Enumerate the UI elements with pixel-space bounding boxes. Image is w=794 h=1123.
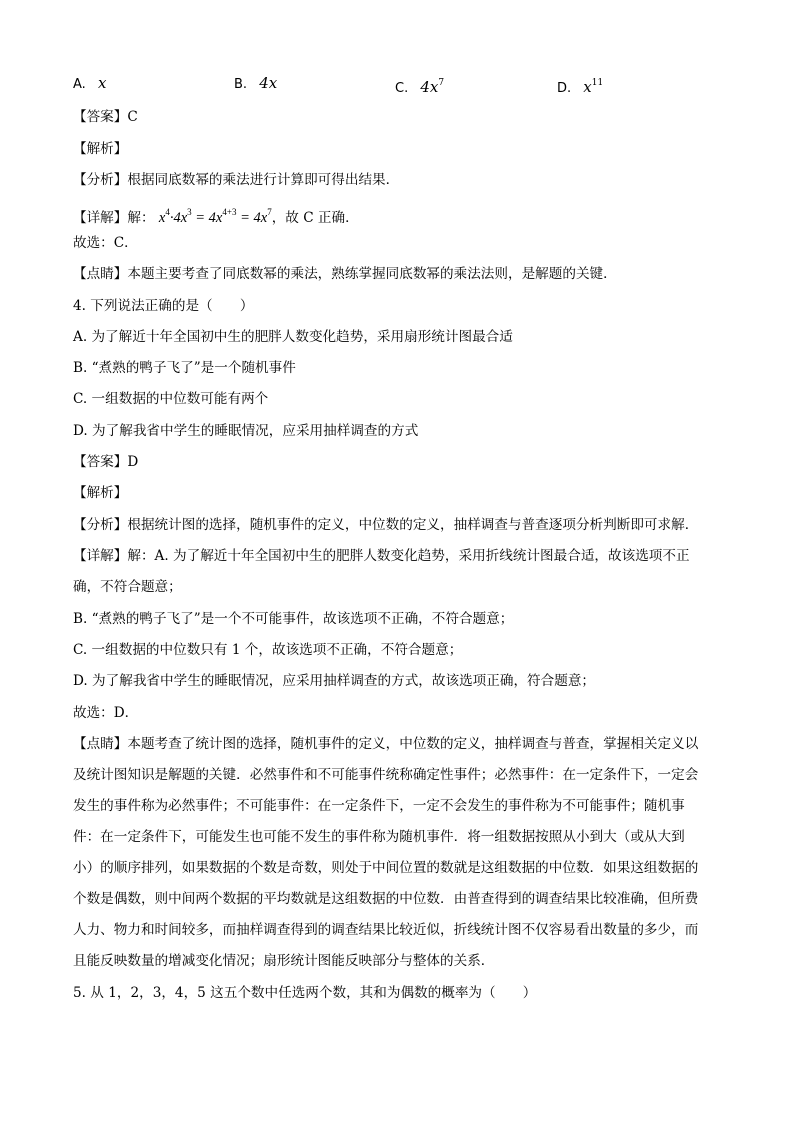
q4-option-c: C. 一组数据的中位数可能有两个	[73, 391, 269, 407]
q4-detail-d: D. 为了解我省中学生的睡眠情况，应采用抽样调查的方式，故该选项正确，符合题意；	[73, 673, 596, 689]
q4-option-d: D. 为了解我省中学生的睡眠情况，应采用抽样调查的方式	[73, 423, 419, 439]
q4-xiangjie-line2: 确，不符合题意；	[73, 579, 182, 595]
q3-choose: 故选：C．	[73, 235, 138, 251]
q3-option-d	[557, 73, 603, 99]
q4-option-b: B. “煮熟的鸭子飞了”是一个随机事件	[73, 360, 296, 376]
q4-detail-b: B. “煮熟的鸭子飞了”是一个不可能事件，故该选项不正确，不符合题意；	[73, 611, 514, 627]
option-expr: $4x^7$	[420, 78, 445, 96]
q3-answer: 【答案】C	[73, 109, 138, 125]
q4-fenxi: 【分析】根据统计图的选择，随机事件的定义，中位数的定义，抽样调查与普查逐项分析判断即可求解．	[73, 517, 699, 533]
q4-dianjing-line5: 小）的顺序排列，如果数据的个数是奇数，则处于中间位置的数就是这组数据的中位数．如果这组数据的	[73, 860, 699, 876]
option-expr: 4x	[259, 74, 278, 92]
q3-analysis-heading: 【解析】	[73, 141, 128, 157]
q4-stem: 4. 下列说法正确的是（ ）	[73, 298, 254, 314]
q4-analysis-heading: 【解析】	[73, 485, 128, 501]
q4-dianjing-line2: 及统计图知识是解题的关键．必然事件和不可能事件统称确定性事件；必然事件：在一定条件下，一定会	[73, 767, 699, 783]
q4-xiangjie-line1: 【详解】解：A. 为了解近十年全国初中生的肥胖人数变化趋势，采用折线统计图最合适，故该选项不正	[73, 548, 690, 564]
q3-dianjing: 【点睛】本题主要考查了同底数幂的乘法，熟练掌握同底数幂的乘法法则，是解题的关键．	[73, 266, 617, 282]
q3-option-a	[73, 73, 106, 95]
option-letter: C.	[395, 81, 409, 96]
q3-formula: $x^4\cdot 4x^3 = 4x^{4+3} = 4x^7$	[158, 207, 272, 226]
q4-dianjing-line4: 件：在一定条件下，可能发生也可能不发生的事件称为随机事件．将一组数据按照从小到大（或从大到	[73, 829, 685, 845]
q4-option-a: A. 为了解近十年全国初中生的肥胖人数变化趋势，采用扇形统计图最合适	[73, 329, 513, 345]
q3-option-b	[234, 73, 277, 95]
option-letter: D.	[557, 81, 572, 96]
option-letter: A.	[73, 77, 86, 92]
q4-dianjing-line6: 个数是偶数，则中间两个数据的平均数就是这组数据的中位数．由普查得到的调查结果比较准确，但所费	[73, 891, 699, 907]
q4-detail-c: C. 一组数据的中位数只有 1 个，故该选项不正确，不符合题意；	[73, 642, 463, 658]
q4-choose: 故选：D．	[73, 705, 139, 721]
q4-dianjing-line1: 【点睛】本题考查了统计图的选择，随机事件的定义，中位数的定义，抽样调查与普查，掌握相关定义以	[73, 736, 699, 752]
q4-dianjing-line7: 人力、物力和时间较多，而抽样调查得到的调查结果比较近似，折线统计图不仅容易看出数量的多少，而	[73, 922, 699, 938]
q4-answer: 【答案】D	[73, 454, 139, 470]
q4-dianjing-line3: 发生的事件称为必然事件；不可能事件：在一定条件下，一定不会发生的事件称为不可能事件；随机事	[73, 798, 685, 814]
option-letter: B.	[234, 77, 248, 92]
option-expr: x	[97, 74, 107, 92]
q4-dianjing-line8: 且能反映数量的增减变化情况；扇形统计图能反映部分与整体的关系．	[73, 953, 495, 969]
q5-stem: 5. 从 1，2，3，4，5 这五个数中任选两个数，其和为偶数的概率为（ ）	[73, 985, 537, 1001]
q3-fenxi: 【分析】根据同底数幂的乘法进行计算即可得出结果．	[73, 172, 400, 188]
q3-xiangjie: 【详解】解： $x^4\cdot 4x^3 = 4x^{4+3} = 4x^7$，故 C 正确．	[73, 207, 359, 226]
q3-option-c	[395, 73, 444, 99]
option-expr: $x^{11}$	[583, 78, 604, 96]
